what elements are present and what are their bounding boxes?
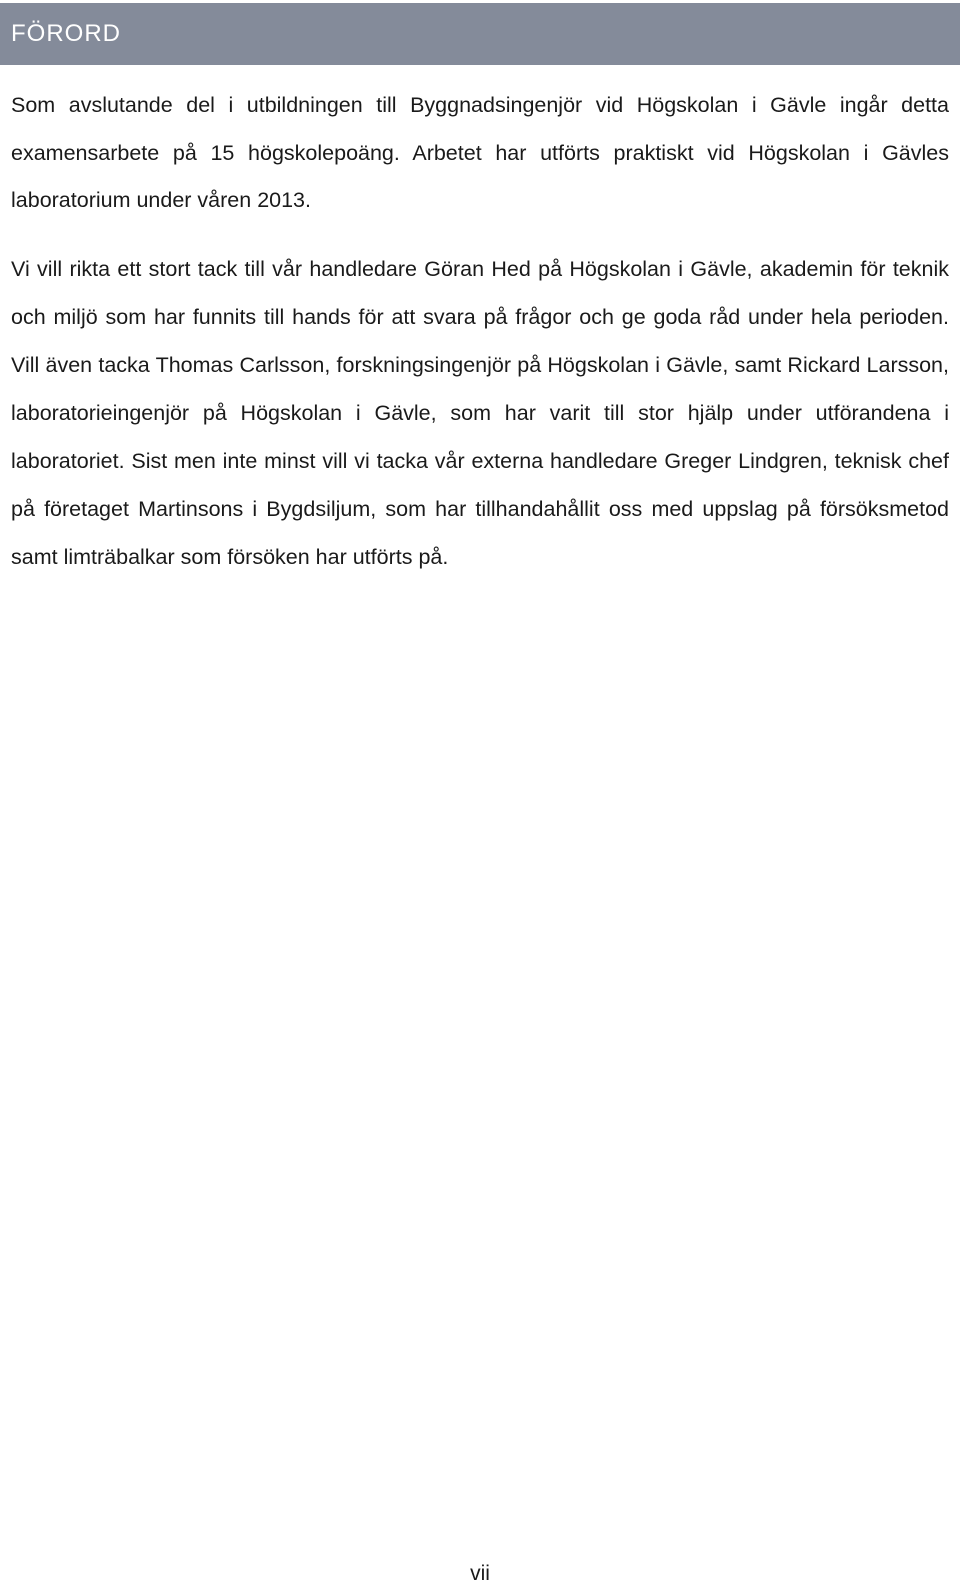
body-paragraph-intro: Som avslutande del i utbildningen till Byggnadsingenjör vid Högskolan i Gävle ingår detta examensarbete på 15 högskolepoäng. Arbetet har utförts praktiskt vid Högskolan i Gävles laboratorium under våren 2013. — [11, 93, 949, 212]
page-number: vii — [470, 1562, 490, 1585]
section-header-bar — [0, 3, 960, 65]
section-title: FÖRORD — [11, 20, 121, 47]
body-paragraph-acknowledgements: Vi vill rikta ett stort tack till vår handledare Göran Hed på Högskolan i Gävle, akademin för teknik och miljö som har funnits till hands för att svara på frågor och ge goda råd under hela perioden. Vill även tacka Thomas Carlsson, forskningsingenjör på Högskolan i Gävle, samt Rickard Larsson, laboratorieingenjör på Högskolan i Gävle, som har varit till stor hjälp under utförandena i laboratoriet. Sist men inte minst vill vi tacka vår externa handledare Greger Lindgren, teknisk chef på företaget Martinsons i Bygdsiljum, som har tillhandahållit oss med uppslag på försöksmetod samt limträbalkar som försöken har utförts på. — [11, 257, 949, 569]
